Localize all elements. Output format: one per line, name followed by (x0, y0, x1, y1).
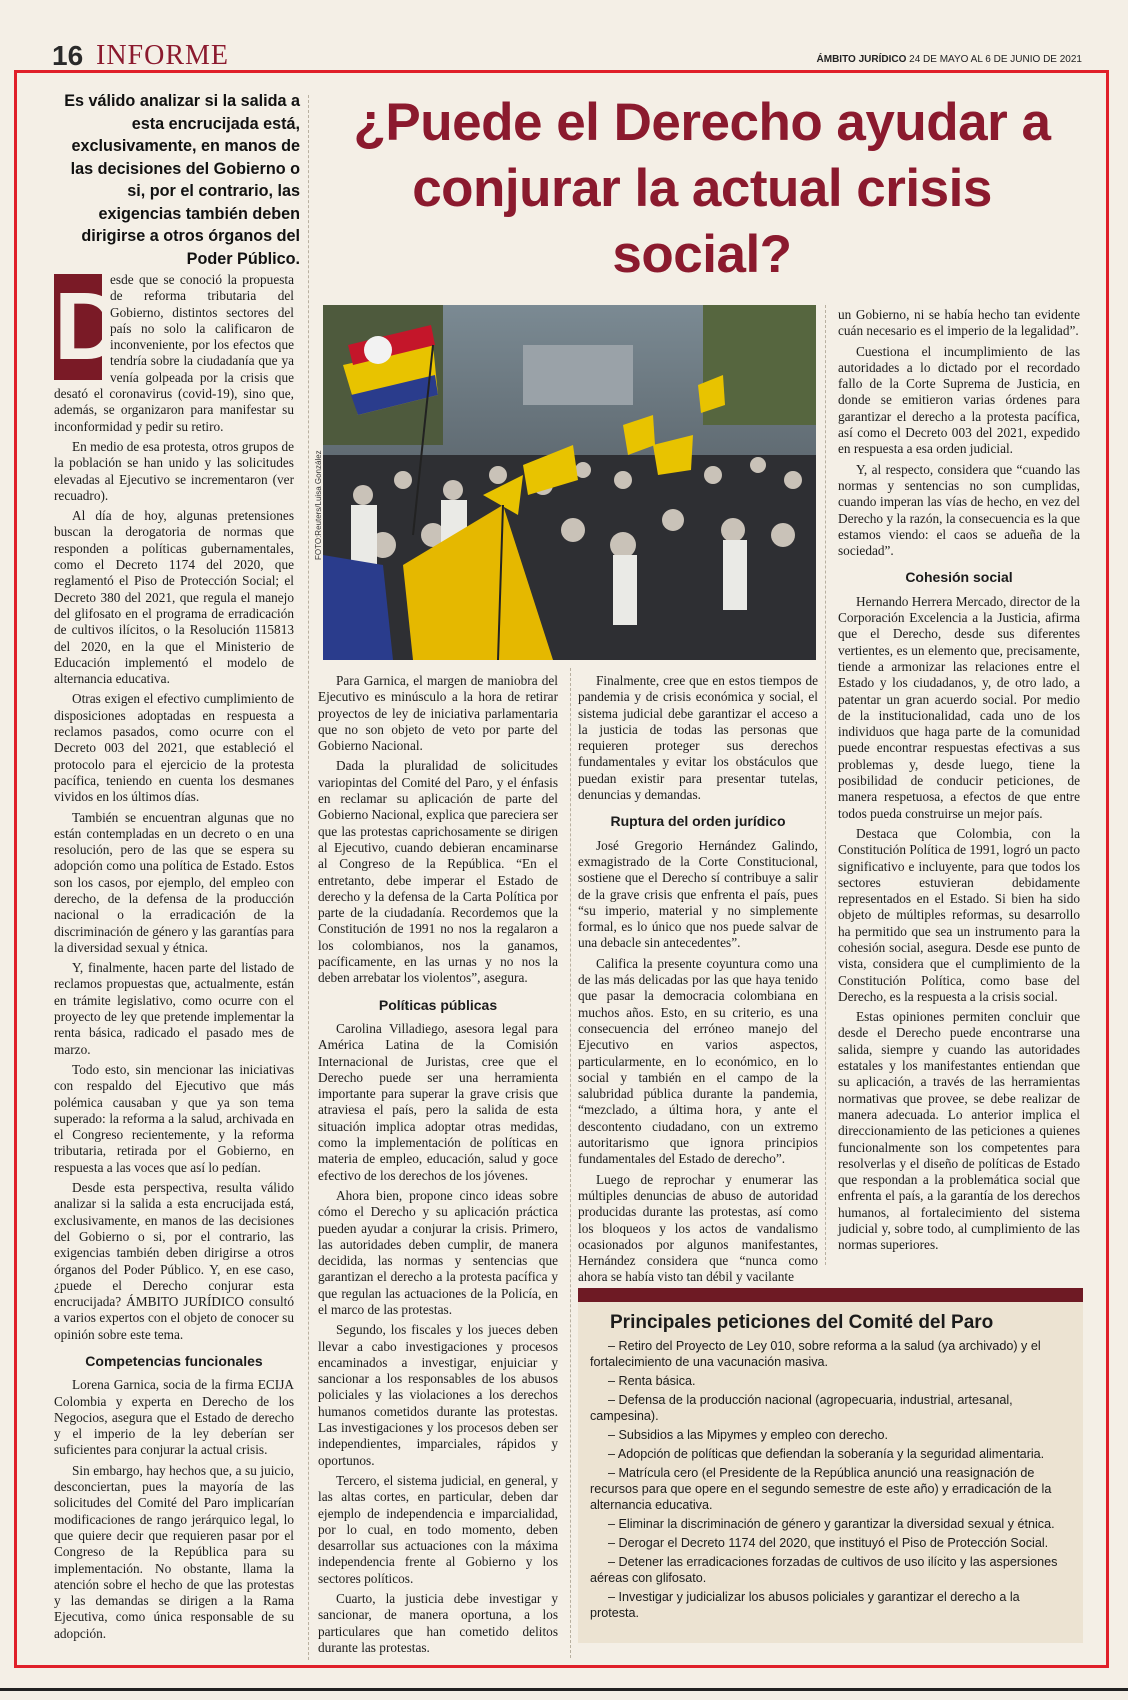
column-2 (318, 673, 558, 1660)
subheading: Cohesión social (905, 569, 1013, 586)
publication-name: ÁMBITO JURÍDICO (816, 54, 907, 65)
list-item: – Matrícula cero (el Presidente de la República anunció una reasignación de recursos para que opere en el segundo semestre de este año) y erradicación de la alternancia educativa. (590, 1465, 1069, 1513)
list-item: – Derogar el Decreto 1174 del 2020, que instituyó el Piso de Protección Social. (590, 1535, 1069, 1551)
subheading: Políticas públicas (378, 996, 498, 1013)
paragraph: Tercero, el sistema judicial, en general, y las altas cortes, en particular, deben dar ejemplo de independencia e imparcialidad, por lo cual, en todo momento, deben desarrollar sus actuaciones con la máxima independencia frente al Gobierno y los sectores políticos. (318, 1472, 558, 1586)
paragraph: un Gobierno, ni se había hecho tan evidente cuán necesario es el imperio de la legalidad”. (838, 307, 1080, 339)
paragraph: Finalmente, cree que en estos tiempos de pandemia y de crisis económica y social, el sistema judicial debe garantizar el acceso a la justicia de todas las personas que requieren proteger sus derechos fundamentales y evitar los obstáculos que puedan existir para presentar tutelas, denuncias y demandas. (578, 673, 818, 803)
paragraph: Estas opiniones permiten concluir que desde el Derecho puede encontrarse una salida, siempre y cuando las autoridades estatales y los manifestantes entiendan que su aplicación, a través de las herramientas normativas que provee, se debe realizar de manera adecuada. Lo anterior implica el direccionamiento de las peticiones a quienes funcionalmente son los competentes para resolverlas y el diseño de políticas de Estado que respondan a la problemática social que enfrenta el país, a la garantía de los derechos humanos, al fortalecimiento del sistema judicial y, sobre todo, al cumplimiento de las normas superiores. (838, 1009, 1080, 1253)
list-item: – Defensa de la producción nacional (agropecuaria, industrial, artesanal, campesina). (590, 1392, 1069, 1424)
paragraph: D esde que se conoció la propuesta de reforma tributaria del Gobierno, distintos sectores del país no solo la calificaron de inconveniente, por los efectos que tendría sobre la ciudadanía que ya venía golpeada por la crisis que desató el coronavirus (covid-19), sino que, además, se organizaron para manifestar su inconformidad y pedir su retiro. (54, 272, 294, 434)
paragraph: Hernando Herrera Mercado, director de la Corporación Excelencia a la Justicia, afirma que el Derecho, desde sus diferentes vertientes, es un elemento que, precisamente, tiende a armonizar las relaciones entre el Estado y los ciudadanos, y, de otro lado, a patentar un gran acuerdo social. Por medio de la institucionalidad, cada uno de los individuos que haga parte de la comunidad puede encontrar respuestas efectivas a sus problemas y, desde luego, tiene la posibilidad de conducir peticiones, de manera respetuosa, a efectos de que entre todos pueda construirse un mejor país. (838, 593, 1080, 821)
list-item: – Renta básica. (590, 1373, 1069, 1389)
paragraph: Carolina Villadiego, asesora legal para América Latina de la Comisión Internacional de Juristas, cree que el Derecho puede ser una herramienta importante para superar la grave crisis que atraviesa el país, pero la salida de esta situación implica adoptar otras medidas, como la implementación de políticas en materia de empleo, educación, salud y goce efectivo de los derechos de los jóvenes. (318, 1020, 558, 1183)
paragraph: Destaca que Colombia, con la Constitución Política de 1991, logró un pacto significativo e incluyente, para que todos los sectores estuvieran debidamente representados en el Estado. Si bien ha sido objeto de múltiples reformas, su desarrollo ha permitido que sea un instrumento para la cohesión social, asegura. Desde ese punto de vista, considera que el cumplimiento de la Constitución Política, como base del Derecho, es la respuesta a la crisis social. (838, 825, 1080, 1004)
paragraph: Dada la pluralidad de solicitudes variopintas del Comité del Paro, y el énfasis en reclamar su aplicación de parte del Gobierno Nacional, explica que pareciera ser que las protestas caprichosamente se dirigen al Ejecutivo, cuando debieran encaminarse al Congreso de la República. “En el entretanto, debe imperar el Estado de derecho y la defensa de la Carta Política por parte de la ciudadanía. Recordemos que la Constitución de 1991 no nos la regalaron a los colombianos, nos la ganamos, pacíficamente, en las urnas y no nos la deben arrebatar los violentos”, asegura. (318, 758, 558, 986)
list-item: – Detener las erradicaciones forzadas de cultivos de uso ilícito y las aspersiones aéreas con glifosato. (590, 1554, 1069, 1586)
paragraph: Cuestiona el incumplimiento de las autoridades a lo dictado por el recordado fallo de la Corte Suprema de Justicia, en donde se emitieron varias órdenes para garantizar el derecho a la protesta pacífica, así como el Decreto 003 del 2021, expedido en respuesta a esa orden judicial. (838, 343, 1080, 457)
paragraph: Todo esto, sin mencionar las iniciativas con respaldo del Ejecutivo que más polémica causaban y que ya son tema superado: la reforma a la salud, archivada en el Congreso recientemente, y la reforma tributaria, retirada por el Gobierno, en respuesta a las voces que así lo pedían. (54, 1061, 294, 1175)
subheading: Ruptura del orden jurídico (610, 813, 786, 830)
issue-dates: 24 DE MAYO AL 6 DE JUNIO DE 2021 (909, 54, 1082, 65)
paragraph: Sin embargo, hay hechos que, a su juicio, desconciertan, pues la mayoría de las solicitudes del Comité del Paro implicarían modificaciones de rango jerárquico legal, lo que quiere decir que requieren pasar por el Congreso de la República para su implementación. No obstante, llama la atención sobre el hecho de que las protestas y las demandas se dirigen a la Rama Ejecutiva, como única responsable de su adopción. (54, 1462, 294, 1641)
paragraph: José Gregorio Hernández Galindo, exmagistrado de la Corte Constitucional, sostiene que el Derecho sí contribuye a salir de la grave crisis que enfrenta el país, pues “su imperio, material y no simplemente formal, es lo único que nos puede salvar de una debacle sin antecedentes”. (578, 837, 818, 951)
page-header (52, 40, 1082, 74)
column-3 (578, 673, 818, 1290)
list-item: – Eliminar la discriminación de género y garantizar la diversidad sexual y étnica. (590, 1516, 1069, 1532)
list-item: – Adopción de políticas que defiendan la soberanía y la seguridad alimentaria. (590, 1446, 1069, 1462)
list-item: – Retiro del Proyecto de Ley 010, sobre reforma a la salud (ya archivado) y el fortalecimiento de una vacunación masiva. (590, 1338, 1069, 1370)
column-rule (308, 95, 309, 1660)
photo-illustration (323, 305, 816, 660)
paragraph: Califica la presente coyuntura como una de las más delicadas por las que haya tenido que pasar la democracia colombiana en muchos años. Esto, en su criterio, es una consecuencia del erróneo manejo del Ejecutivo en varios aspectos, particularmente, en lo económico, en lo social y también en el campo de la salubridad pública durante la pandemia, “mezclado, a última hora, y ante el descontento ciudadano, con un extremo autoritarismo que ignora principios fundamentales del Estado de derecho”. (578, 955, 818, 1167)
protest-photo (323, 305, 816, 660)
paragraph: Y, al respecto, considera que “cuando las normas y sentencias no son cumplidas, cuando imperan las vías de hecho, en vez del Derecho y la razón, la consecuencia es la que estamos viendo: el caos se adueña de la sociedad”. (838, 461, 1080, 559)
list-item: – Subsidios a las Mipymes y empleo con derecho. (590, 1427, 1069, 1443)
paragraph: Segundo, los fiscales y los jueces deben llevar a cabo investigaciones y procesos encaminados a investigar, enjuiciar y sancionar a los responsables de los abusos policiales y las violaciones a los derechos humanos cometidos durante las protestas. Las investigaciones y los procesos deben ser independientes, imparciales, rápidos y oportunos. (318, 1322, 558, 1468)
page-number: 16 (52, 40, 84, 71)
dateline (817, 54, 1082, 65)
paragraph: Para Garnica, el margen de maniobra del Ejecutivo es minúsculo a la hora de retirar proyectos de ley de iniciativa parlamentaria que no son objeto de veto por parte del Gobierno Nacional. (318, 673, 558, 754)
list-item: – Investigar y judicializar los abusos policiales y garantizar el derecho a la protesta. (590, 1589, 1069, 1621)
petitions-box (578, 1288, 1083, 1643)
paragraph: Cuarto, la justicia debe investigar y sancionar, de manera oportuna, a los particulares que han cometido delitos durante las protestas. (318, 1591, 558, 1655)
column-rule (825, 305, 826, 1265)
column-1 (54, 272, 294, 1646)
paragraph: También se encuentran algunas que no están contempladas en un decreto o en una resolución, pero de las que se espera su adopción como una política de Estado. Estos son los casos, por ejemplo, del empleo con derecho, de la defensa de la producción nacional o la erradicación de la discriminación de género y las garantías para la diversidad sexual y étnica. (54, 809, 294, 955)
subheading: Competencias funcionales (85, 1353, 263, 1369)
paragraph: Ahora bien, propone cinco ideas sobre cómo el Derecho y su aplicación práctica pueden ayudar a conjurar la crisis. Primero, las autoridades deben cumplir, de manera decidida, las normas y sentencias que garantizan el derecho a la protesta pacífica y que regulan las actuaciones de la Policía, en el marco de las protestas. (318, 1187, 558, 1317)
section-name: INFORME (96, 40, 230, 71)
column-4 (838, 307, 1080, 1258)
paragraph: Desde esta perspectiva, resulta válido analizar si la salida a esta encrucijada está, exclusivamente, en manos de las decisiones del Gobierno o si, por el contrario, las exigencias también deben dirigirse a otros órganos del Poder Público. Y, en ese caso, ¿puede el Derecho conjurar esta encrucijada? ÁMBITO JURÍDICO consultó a varios expertos con el objeto de conocer su opinión sobre este tema. (54, 1180, 294, 1342)
paragraph: En medio de esa protesta, otros grupos de la población se han unido y las solicitudes elevadas al Ejecutivo se incrementaron (ver recuadro). (54, 438, 294, 503)
box-title: Principales peticiones del Comité del Paro (610, 1312, 994, 1333)
article-lead: Es válido analizar si la salida a esta encrucijada está, exclusivamente, en manos de las decisiones del Gobierno o si, por el contrario, las exigencias también deben dirigirse a otros órganos del Poder Público. (64, 92, 300, 268)
bottom-rule (0, 1688, 1128, 1691)
petitions-list (590, 1338, 1069, 1621)
paragraph: Y, finalmente, hacen parte del listado de reclamos propuestas que, actualmente, están en trámite legislativo, como ocurre con el proyecto de ley que pretende implementar la renta básica, radicado el pasado mes de marzo. (54, 960, 294, 1057)
paragraph: Luego de reprochar y enumerar las múltiples denuncias de abuso de autoridad producidas durante las protestas, así como los bloqueos y los actos de vandalismo ocasionados por algunos manifestantes, Hernández considera que “nunca como ahora se había visto tan débil y vacilante (578, 1171, 818, 1285)
drop-cap: D (54, 273, 124, 380)
paragraph: Lorena Garnica, socia de la firma ECIJA Colombia y experta en Derecho de los Negocios, asegura que el Estado de derecho y el imperio de la ley deberían ser suficientes para conjurar la actual crisis. (54, 1377, 294, 1458)
paragraph: Al día de hoy, algunas pretensiones buscan la derogatoria de normas que responden a políticas gubernamentales, como el Decreto 1174 del 2020, que reglamentó el Piso de Protección Social; el Decreto 380 del 2021, que regula el manejo del glifosato en el programa de erradicación de cultivos ilícitos, o la Resolución 115813 del 2020, en la que el Ministerio de Educación implementó el modelo de alternancia educativa. (54, 508, 294, 687)
paragraph: Otras exigen el efectivo cumplimiento de disposiciones adoptadas en respuesta a reclamos pasados, como ocurre con el Decreto 003 del 2021, que estableció el protocolo para el ejercicio de la protesta pacífica, teniendo en cuenta los desmanes vividos en los últimos días. (54, 691, 294, 805)
photo-credit: FOTO:Reuters/Luisa González (314, 450, 323, 560)
column-rule (570, 668, 571, 1658)
article-headline: ¿Puede el Derecho ayudar a conjurar la actual crisis social? (353, 93, 1051, 284)
